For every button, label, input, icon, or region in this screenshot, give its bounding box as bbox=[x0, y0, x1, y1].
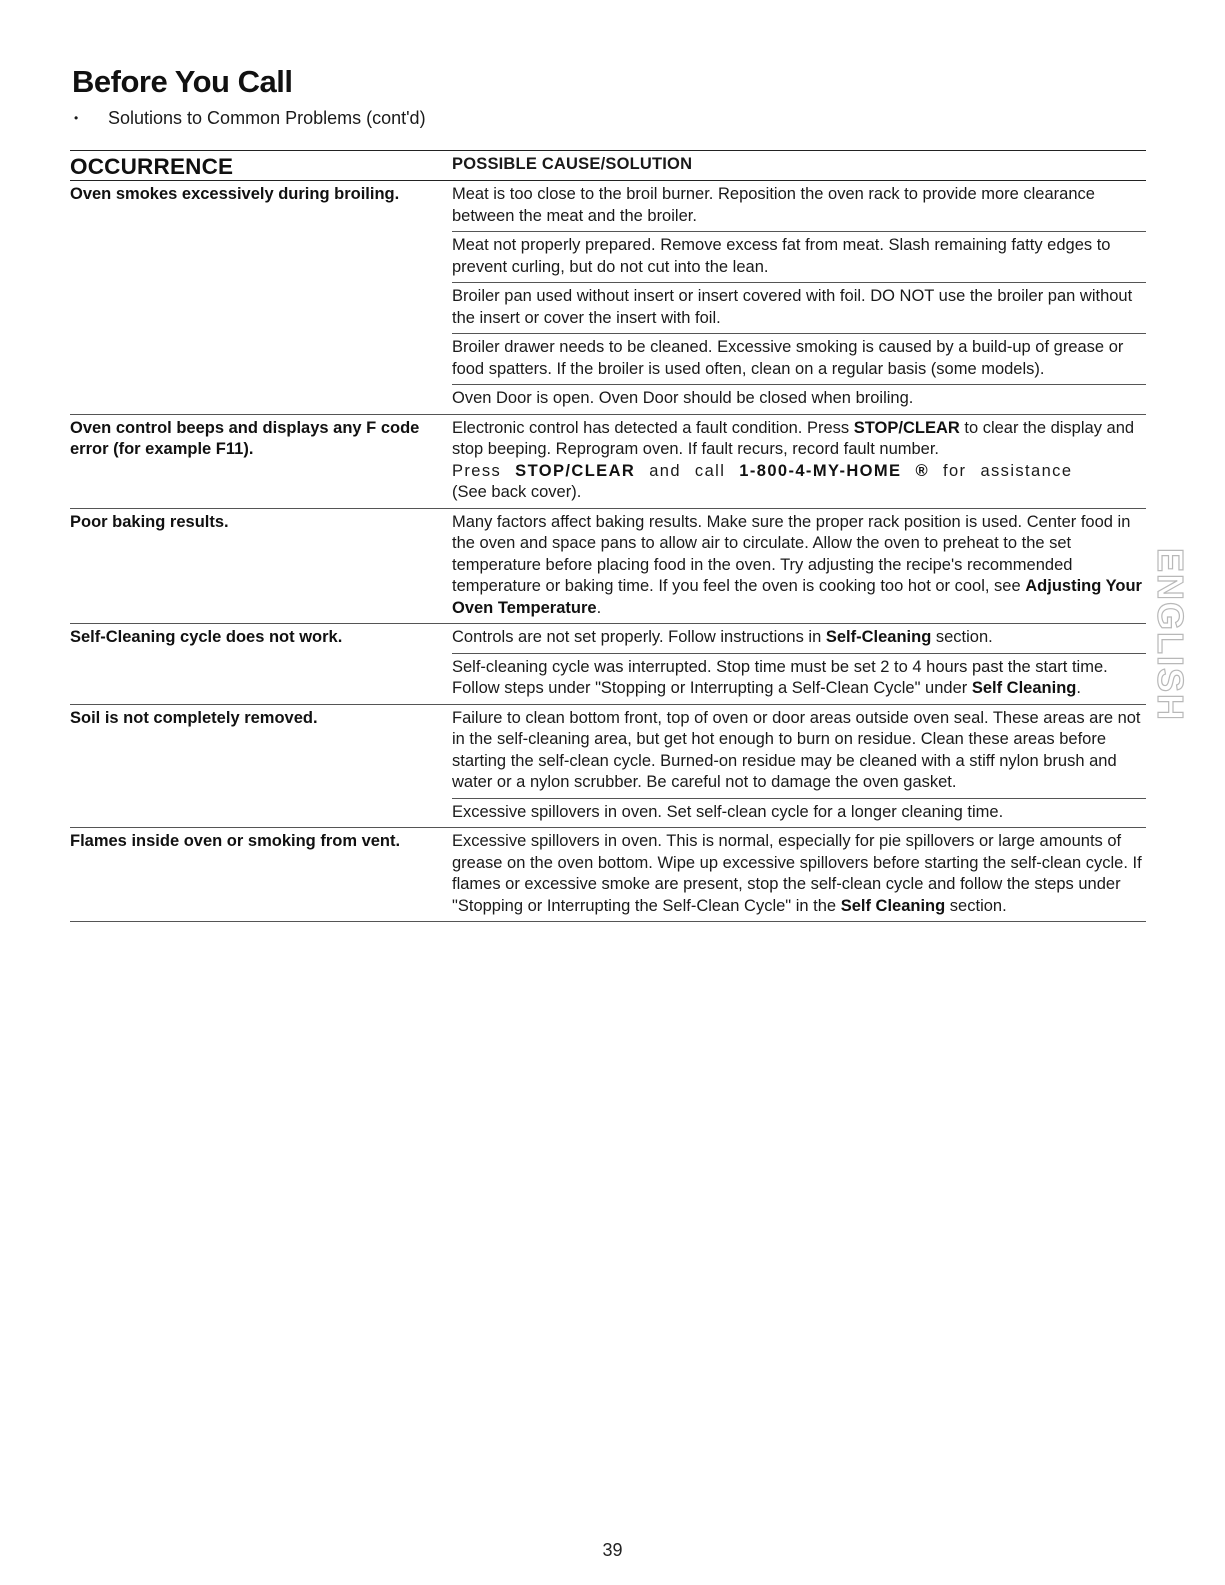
occurrence-cell: Oven control beeps and displays any F code error (for example F11). bbox=[70, 418, 420, 458]
solution-text: Controls are not set properly. Follow instructions in bbox=[452, 628, 826, 646]
solution-text: section. bbox=[931, 628, 993, 646]
solution-text: Self-cleaning cycle was interrupted. Stop time must be set 2 to 4 hours past the start time. Follow steps under "Stopping or Interrupting a Self-Clean Cycle" under bbox=[452, 657, 1108, 697]
solution-cell bbox=[452, 705, 1146, 828]
solution-text: for assistance bbox=[929, 461, 1073, 480]
solution-text: to clear the display and stop beeping. Reprogram oven. If fault recurs, record fault number. bbox=[452, 418, 1135, 458]
occurrence-cell: Self-Cleaning cycle does not work. bbox=[70, 628, 343, 646]
solution-item: Meat not properly prepared. Remove excess fat from meat. Slash remaining fatty edges to prevent curling, but do not cut into the lean. bbox=[452, 232, 1146, 283]
troubleshooting-table bbox=[70, 150, 1146, 922]
occurrence-cell: Poor baking results. bbox=[70, 512, 229, 531]
solution-item bbox=[452, 828, 1146, 921]
solution-emphasis: Self-Cleaning bbox=[825, 628, 932, 646]
page-subtitle bbox=[74, 108, 426, 129]
solution-emphasis: STOP/CLEAR bbox=[515, 461, 636, 480]
solution-text: Press bbox=[452, 461, 516, 480]
solution-spaced-line bbox=[452, 462, 1072, 480]
solution-text: Electronic control has detected a fault condition. Press bbox=[452, 418, 854, 437]
bullet-icon: • bbox=[74, 111, 79, 125]
solution-text: and call bbox=[635, 461, 740, 480]
occurrence-cell: Soil is not completely removed. bbox=[70, 708, 318, 727]
solution-text: Many factors affect baking results. Make sure the proper rack position is used. Center food in the oven and space pans to allow air to circulate. Allow the oven to preheat to the set temperature before placing food in the oven. Try adjusting the recipe's recommended temperature or baking time. If you feel the oven is cooking too hot or cool, see bbox=[452, 512, 1131, 595]
solution-cell bbox=[452, 415, 1146, 508]
header-occurrence: OCCURRENCE bbox=[70, 154, 234, 179]
solution-item: Excessive spillovers in oven. Set self-clean cycle for a longer cleaning time. bbox=[452, 802, 1004, 821]
page-number: 39 bbox=[602, 1540, 623, 1560]
solution-item: Broiler drawer needs to be cleaned. Excessive smoking is caused by a build-up of grease or food spatters. If the broiler is used often, clean on a regular basis (some models). bbox=[452, 334, 1146, 385]
solution-item: Failure to clean bottom front, top of oven or door areas outside oven seal. These areas are not in the self-cleaning area, but get hot enough to burn on residue. Clean these areas before starting the self-clean cycle. Burned-on residue may be cleaned with a stiff nylon brush and water or a nylon scrubber. Be careful not to damage the oven gasket. bbox=[452, 705, 1146, 799]
solution-cell bbox=[452, 181, 1146, 414]
solution-item: Broiler pan used without insert or insert covered with foil. DO NOT use the broiler pan without the insert or cover the insert with foil. bbox=[452, 283, 1146, 334]
solution-cell bbox=[452, 624, 1146, 704]
subtitle-text: Solutions to Common Problems (cont'd) bbox=[108, 108, 426, 128]
table-row bbox=[70, 705, 1146, 829]
solution-text: . bbox=[1076, 679, 1081, 697]
solution-emphasis: Self Cleaning bbox=[840, 896, 946, 915]
solution-text: . bbox=[596, 598, 602, 617]
solution-item bbox=[452, 415, 1146, 508]
solution-item: Oven Door is open. Oven Door should be closed when broiling. bbox=[452, 389, 914, 407]
solution-item bbox=[452, 654, 1146, 704]
side-tab-label: ENGLISH bbox=[1150, 547, 1192, 723]
solution-emphasis: Adjusting Your Oven Temperature bbox=[452, 577, 1142, 617]
solution-item bbox=[452, 509, 1146, 624]
header-solution: POSSIBLE CAUSE/SOLUTION bbox=[452, 155, 693, 173]
phone-number: 1-800-4-MY-HOME ® bbox=[739, 461, 930, 480]
solution-text: Excessive spillovers in oven. This is normal, especially for pie spillovers or large amounts of grease on the oven bottom. Wipe up excessive spillovers before starting the self-clean cycle. If flames or excessive smoke are present, stop the self-clean cycle and follow the steps under "Stopping or Interrupting the Self-Clean Cycle" in the bbox=[452, 832, 1142, 915]
solution-cell bbox=[452, 828, 1146, 921]
solution-emphasis: Self Cleaning bbox=[971, 679, 1077, 697]
solution-text: (See back cover). bbox=[452, 483, 582, 501]
table-row bbox=[70, 415, 1146, 509]
solution-item bbox=[452, 624, 1146, 654]
table-row bbox=[70, 509, 1146, 625]
language-side-tab bbox=[1150, 547, 1192, 723]
solution-emphasis: STOP/CLEAR bbox=[853, 418, 960, 437]
page-title: Before You Call bbox=[72, 64, 293, 99]
solution-text: section. bbox=[945, 896, 1007, 915]
solution-cell bbox=[452, 509, 1146, 624]
table-row bbox=[70, 828, 1146, 922]
occurrence-cell: Flames inside oven or smoking from vent. bbox=[70, 832, 401, 850]
solution-item: Meat is too close to the broil burner. Reposition the oven rack to provide more clearance between the meat and the broiler. bbox=[452, 181, 1146, 232]
table-row bbox=[70, 624, 1146, 705]
occurrence-cell: Oven smokes excessively during broiling. bbox=[70, 185, 400, 203]
table-header bbox=[70, 150, 1146, 181]
table-row bbox=[70, 181, 1146, 415]
